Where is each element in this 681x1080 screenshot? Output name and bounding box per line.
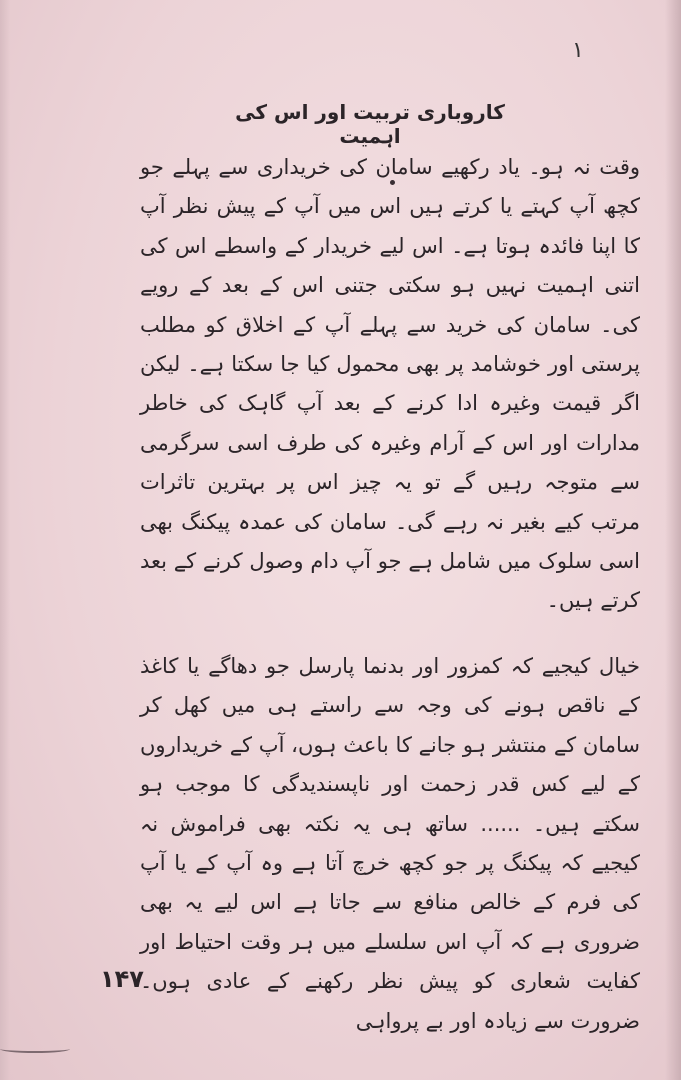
paragraph-1: وقت نہ ہو۔ یاد رکھیے سامان کی خریداری سے پہلے جو کچھ آپ کہتے یا کرتے ہیں اس میں آپ کے پیش نظر آپ کا اپنا فائدہ ہوتا ہے۔ اس لیے خریدار کے واسطے اس کی اتنی اہمیت نہیں ہو سکتی جتنی اس کے بعد کے رویے کی۔ سامان کی خرید سے پہلے آپ کے اخلاق کو مطلب پرستی اور خوشامد پر بھی محمول کیا جا سکتا ہے۔ لیکن اگر قیمت وغیرہ ادا کرنے کے بعد آپ گاہک کی خاطر مدارات اور اس کے آرام وغیرہ کی طرف اسی سرگرمی سے متوجہ رہیں گے تو یہ چیز اس پر بہترین تاثرات مرتب کیے بغیر نہ رہے گی۔ سامان کی عمدہ پیکنگ بھی اسی سلوک میں شامل ہے جو آپ دام وصول کرنے کے بعد کرتے ہیں۔ [140,155,640,613]
page-shadow-right [665,0,681,1080]
corner-mark: ۱ [572,38,584,63]
page-number: ۱۴۷ [100,965,144,993]
body-text [140,148,640,1041]
page-title: کاروباری تربیت اور اس کی اہمیت [235,100,505,148]
ink-smudge [0,1045,70,1053]
paragraph-2: خیال کیجیے کہ کمزور اور بدنما پارسل جو دھاگے یا کاغذ کے ناقص ہونے کی وجہ سے راستے ہی میں کھل کر سامان کے منتشر ہو جانے کا باعث ہوں، آپ کے خریداروں کے لیے کس قدر زحمت اور ناپسندیدگی کا موجب ہو سکتے ہیں۔ ...... ساتھ ہی یہ نکتہ بھی فراموش نہ کیجیے کہ پیکنگ پر جو کچھ خرچ آتا ہے وہ آپ کے یا آپ کی فرم کے خالص منافع سے جاتا ہے اس لیے یہ بھی ضروری ہے کہ آپ اس سلسلے میں ہر وقت احتیاط اور کفایت شعاری کو پیش نظر رکھنے کے عادی ہوں۔ ضرورت سے زیادہ اور بے پرواہی [140,653,640,1033]
page-shadow-left [0,0,10,1080]
